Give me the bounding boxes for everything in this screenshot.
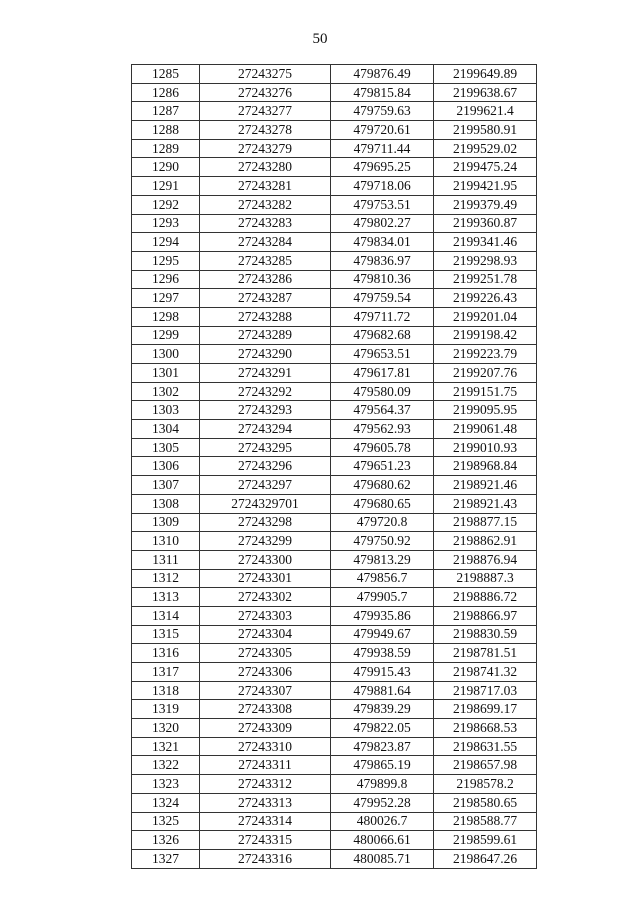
y-coordinate-cell: 2198862.91: [434, 532, 537, 551]
y-coordinate-cell: 2199529.02: [434, 139, 537, 158]
point-id-cell: 27243280: [200, 158, 331, 177]
x-coordinate-cell: 479753.51: [331, 195, 434, 214]
point-id-cell: 27243310: [200, 737, 331, 756]
row-number-cell: 1294: [132, 233, 200, 252]
point-id-cell: 27243295: [200, 438, 331, 457]
row-number-cell: 1305: [132, 438, 200, 457]
x-coordinate-cell: 479938.59: [331, 644, 434, 663]
point-id-cell: 27243311: [200, 756, 331, 775]
row-number-cell: 1316: [132, 644, 200, 663]
y-coordinate-cell: 2198668.53: [434, 719, 537, 738]
x-coordinate-cell: 480066.61: [331, 831, 434, 850]
row-number-cell: 1291: [132, 177, 200, 196]
table-row: [132, 65, 537, 84]
point-id-cell: 2724329701: [200, 494, 331, 513]
table-row: [132, 550, 537, 569]
point-id-cell: 27243293: [200, 401, 331, 420]
point-id-cell: 27243285: [200, 251, 331, 270]
point-id-cell: 27243316: [200, 849, 331, 868]
row-number-cell: 1315: [132, 625, 200, 644]
x-coordinate-cell: 479720.8: [331, 513, 434, 532]
y-coordinate-cell: 2198599.61: [434, 831, 537, 850]
table-row: [132, 102, 537, 121]
table-row: [132, 195, 537, 214]
x-coordinate-cell: 479876.49: [331, 65, 434, 84]
row-number-cell: 1326: [132, 831, 200, 850]
x-coordinate-cell: 479810.36: [331, 270, 434, 289]
point-id-cell: 27243290: [200, 345, 331, 364]
y-coordinate-cell: 2199638.67: [434, 83, 537, 102]
x-coordinate-cell: 479682.68: [331, 326, 434, 345]
y-coordinate-cell: 2198876.94: [434, 550, 537, 569]
coordinates-table-body: [132, 65, 537, 869]
y-coordinate-cell: 2198887.3: [434, 569, 537, 588]
y-coordinate-cell: 2199151.75: [434, 382, 537, 401]
x-coordinate-cell: 479815.84: [331, 83, 434, 102]
y-coordinate-cell: 2199061.48: [434, 420, 537, 439]
x-coordinate-cell: 479802.27: [331, 214, 434, 233]
coordinates-table: [131, 64, 537, 869]
point-id-cell: 27243304: [200, 625, 331, 644]
x-coordinate-cell: 479580.09: [331, 382, 434, 401]
x-coordinate-cell: 479834.01: [331, 233, 434, 252]
x-coordinate-cell: 479899.8: [331, 775, 434, 794]
row-number-cell: 1287: [132, 102, 200, 121]
point-id-cell: 27243275: [200, 65, 331, 84]
y-coordinate-cell: 2198921.46: [434, 476, 537, 495]
row-number-cell: 1317: [132, 663, 200, 682]
point-id-cell: 27243294: [200, 420, 331, 439]
y-coordinate-cell: 2198886.72: [434, 588, 537, 607]
y-coordinate-cell: 2199207.76: [434, 364, 537, 383]
table-row: [132, 382, 537, 401]
y-coordinate-cell: 2198657.98: [434, 756, 537, 775]
x-coordinate-cell: 479711.44: [331, 139, 434, 158]
row-number-cell: 1298: [132, 307, 200, 326]
table-row: [132, 569, 537, 588]
row-number-cell: 1303: [132, 401, 200, 420]
x-coordinate-cell: 479952.28: [331, 793, 434, 812]
row-number-cell: 1301: [132, 364, 200, 383]
x-coordinate-cell: 479720.61: [331, 121, 434, 140]
y-coordinate-cell: 2199223.79: [434, 345, 537, 364]
row-number-cell: 1321: [132, 737, 200, 756]
table-row: [132, 812, 537, 831]
y-coordinate-cell: 2198921.43: [434, 494, 537, 513]
table-row: [132, 588, 537, 607]
row-number-cell: 1307: [132, 476, 200, 495]
row-number-cell: 1318: [132, 681, 200, 700]
table-row: [132, 793, 537, 812]
y-coordinate-cell: 2199421.95: [434, 177, 537, 196]
row-number-cell: 1324: [132, 793, 200, 812]
table-row: [132, 139, 537, 158]
row-number-cell: 1304: [132, 420, 200, 439]
point-id-cell: 27243300: [200, 550, 331, 569]
y-coordinate-cell: 2198877.15: [434, 513, 537, 532]
x-coordinate-cell: 480026.7: [331, 812, 434, 831]
point-id-cell: 27243279: [200, 139, 331, 158]
y-coordinate-cell: 2199201.04: [434, 307, 537, 326]
x-coordinate-cell: 479905.7: [331, 588, 434, 607]
table-row: [132, 775, 537, 794]
row-number-cell: 1306: [132, 457, 200, 476]
point-id-cell: 27243281: [200, 177, 331, 196]
x-coordinate-cell: 479759.54: [331, 289, 434, 308]
table-row: [132, 177, 537, 196]
point-id-cell: 27243277: [200, 102, 331, 121]
x-coordinate-cell: 479823.87: [331, 737, 434, 756]
x-coordinate-cell: 479653.51: [331, 345, 434, 364]
table-row: [132, 364, 537, 383]
table-row: [132, 831, 537, 850]
row-number-cell: 1310: [132, 532, 200, 551]
row-number-cell: 1289: [132, 139, 200, 158]
x-coordinate-cell: 479605.78: [331, 438, 434, 457]
point-id-cell: 27243312: [200, 775, 331, 794]
y-coordinate-cell: 2198830.59: [434, 625, 537, 644]
table-row: [132, 457, 537, 476]
y-coordinate-cell: 2199649.89: [434, 65, 537, 84]
x-coordinate-cell: 479836.97: [331, 251, 434, 270]
y-coordinate-cell: 2198968.84: [434, 457, 537, 476]
x-coordinate-cell: 479856.7: [331, 569, 434, 588]
x-coordinate-cell: 479695.25: [331, 158, 434, 177]
x-coordinate-cell: 479718.06: [331, 177, 434, 196]
table-row: [132, 625, 537, 644]
y-coordinate-cell: 2198699.17: [434, 700, 537, 719]
point-id-cell: 27243296: [200, 457, 331, 476]
table-row: [132, 681, 537, 700]
table-row: [132, 307, 537, 326]
y-coordinate-cell: 2199379.49: [434, 195, 537, 214]
point-id-cell: 27243278: [200, 121, 331, 140]
point-id-cell: 27243313: [200, 793, 331, 812]
point-id-cell: 27243301: [200, 569, 331, 588]
table-row: [132, 476, 537, 495]
x-coordinate-cell: 479750.92: [331, 532, 434, 551]
table-row: [132, 251, 537, 270]
row-number-cell: 1327: [132, 849, 200, 868]
x-coordinate-cell: 479813.29: [331, 550, 434, 569]
x-coordinate-cell: 479617.81: [331, 364, 434, 383]
point-id-cell: 27243308: [200, 700, 331, 719]
x-coordinate-cell: 479651.23: [331, 457, 434, 476]
y-coordinate-cell: 2198647.26: [434, 849, 537, 868]
table-row: [132, 289, 537, 308]
y-coordinate-cell: 2199251.78: [434, 270, 537, 289]
table-row: [132, 700, 537, 719]
table-row: [132, 494, 537, 513]
point-id-cell: 27243287: [200, 289, 331, 308]
row-number-cell: 1293: [132, 214, 200, 233]
row-number-cell: 1314: [132, 606, 200, 625]
row-number-cell: 1319: [132, 700, 200, 719]
table-row: [132, 326, 537, 345]
point-id-cell: 27243297: [200, 476, 331, 495]
row-number-cell: 1322: [132, 756, 200, 775]
point-id-cell: 27243303: [200, 606, 331, 625]
point-id-cell: 27243315: [200, 831, 331, 850]
point-id-cell: 27243305: [200, 644, 331, 663]
page-number: 50: [312, 31, 328, 47]
table-row: [132, 83, 537, 102]
table-row: [132, 121, 537, 140]
y-coordinate-cell: 2198741.32: [434, 663, 537, 682]
table-row: [132, 401, 537, 420]
point-id-cell: 27243314: [200, 812, 331, 831]
x-coordinate-cell: 479680.62: [331, 476, 434, 495]
row-number-cell: 1300: [132, 345, 200, 364]
point-id-cell: 27243292: [200, 382, 331, 401]
x-coordinate-cell: 479881.64: [331, 681, 434, 700]
x-coordinate-cell: 479935.86: [331, 606, 434, 625]
table-row: [132, 438, 537, 457]
x-coordinate-cell: 479949.67: [331, 625, 434, 644]
y-coordinate-cell: 2198580.65: [434, 793, 537, 812]
y-coordinate-cell: 2199198.42: [434, 326, 537, 345]
row-number-cell: 1290: [132, 158, 200, 177]
row-number-cell: 1309: [132, 513, 200, 532]
table-row: [132, 756, 537, 775]
table-row: [132, 644, 537, 663]
point-id-cell: 27243299: [200, 532, 331, 551]
x-coordinate-cell: 479564.37: [331, 401, 434, 420]
row-number-cell: 1320: [132, 719, 200, 738]
y-coordinate-cell: 2199298.93: [434, 251, 537, 270]
y-coordinate-cell: 2198631.55: [434, 737, 537, 756]
table-row: [132, 663, 537, 682]
point-id-cell: 27243306: [200, 663, 331, 682]
y-coordinate-cell: 2199475.24: [434, 158, 537, 177]
y-coordinate-cell: 2199341.46: [434, 233, 537, 252]
y-coordinate-cell: 2198578.2: [434, 775, 537, 794]
x-coordinate-cell: 479562.93: [331, 420, 434, 439]
point-id-cell: 27243276: [200, 83, 331, 102]
x-coordinate-cell: 480085.71: [331, 849, 434, 868]
table-row: [132, 737, 537, 756]
x-coordinate-cell: 479822.05: [331, 719, 434, 738]
table-row: [132, 345, 537, 364]
point-id-cell: 27243288: [200, 307, 331, 326]
row-number-cell: 1288: [132, 121, 200, 140]
row-number-cell: 1308: [132, 494, 200, 513]
row-number-cell: 1296: [132, 270, 200, 289]
table-row: [132, 158, 537, 177]
table-row: [132, 513, 537, 532]
x-coordinate-cell: 479915.43: [331, 663, 434, 682]
table-row: [132, 849, 537, 868]
table-row: [132, 606, 537, 625]
x-coordinate-cell: 479839.29: [331, 700, 434, 719]
y-coordinate-cell: 2198866.97: [434, 606, 537, 625]
point-id-cell: 27243284: [200, 233, 331, 252]
row-number-cell: 1285: [132, 65, 200, 84]
table-row: [132, 233, 537, 252]
y-coordinate-cell: 2198588.77: [434, 812, 537, 831]
y-coordinate-cell: 2199360.87: [434, 214, 537, 233]
point-id-cell: 27243282: [200, 195, 331, 214]
table-row: [132, 214, 537, 233]
y-coordinate-cell: 2199580.91: [434, 121, 537, 140]
point-id-cell: 27243289: [200, 326, 331, 345]
table-row: [132, 532, 537, 551]
point-id-cell: 27243283: [200, 214, 331, 233]
row-number-cell: 1299: [132, 326, 200, 345]
point-id-cell: 27243298: [200, 513, 331, 532]
x-coordinate-cell: 479680.65: [331, 494, 434, 513]
point-id-cell: 27243302: [200, 588, 331, 607]
row-number-cell: 1295: [132, 251, 200, 270]
y-coordinate-cell: 2198781.51: [434, 644, 537, 663]
row-number-cell: 1325: [132, 812, 200, 831]
row-number-cell: 1323: [132, 775, 200, 794]
x-coordinate-cell: 479865.19: [331, 756, 434, 775]
row-number-cell: 1297: [132, 289, 200, 308]
point-id-cell: 27243307: [200, 681, 331, 700]
point-id-cell: 27243286: [200, 270, 331, 289]
x-coordinate-cell: 479711.72: [331, 307, 434, 326]
row-number-cell: 1312: [132, 569, 200, 588]
table-row: [132, 420, 537, 439]
x-coordinate-cell: 479759.63: [331, 102, 434, 121]
row-number-cell: 1292: [132, 195, 200, 214]
row-number-cell: 1302: [132, 382, 200, 401]
y-coordinate-cell: 2199226.43: [434, 289, 537, 308]
row-number-cell: 1313: [132, 588, 200, 607]
table-row: [132, 719, 537, 738]
y-coordinate-cell: 2199095.95: [434, 401, 537, 420]
point-id-cell: 27243309: [200, 719, 331, 738]
y-coordinate-cell: 2199621.4: [434, 102, 537, 121]
row-number-cell: 1286: [132, 83, 200, 102]
table-row: [132, 270, 537, 289]
y-coordinate-cell: 2199010.93: [434, 438, 537, 457]
y-coordinate-cell: 2198717.03: [434, 681, 537, 700]
row-number-cell: 1311: [132, 550, 200, 569]
point-id-cell: 27243291: [200, 364, 331, 383]
